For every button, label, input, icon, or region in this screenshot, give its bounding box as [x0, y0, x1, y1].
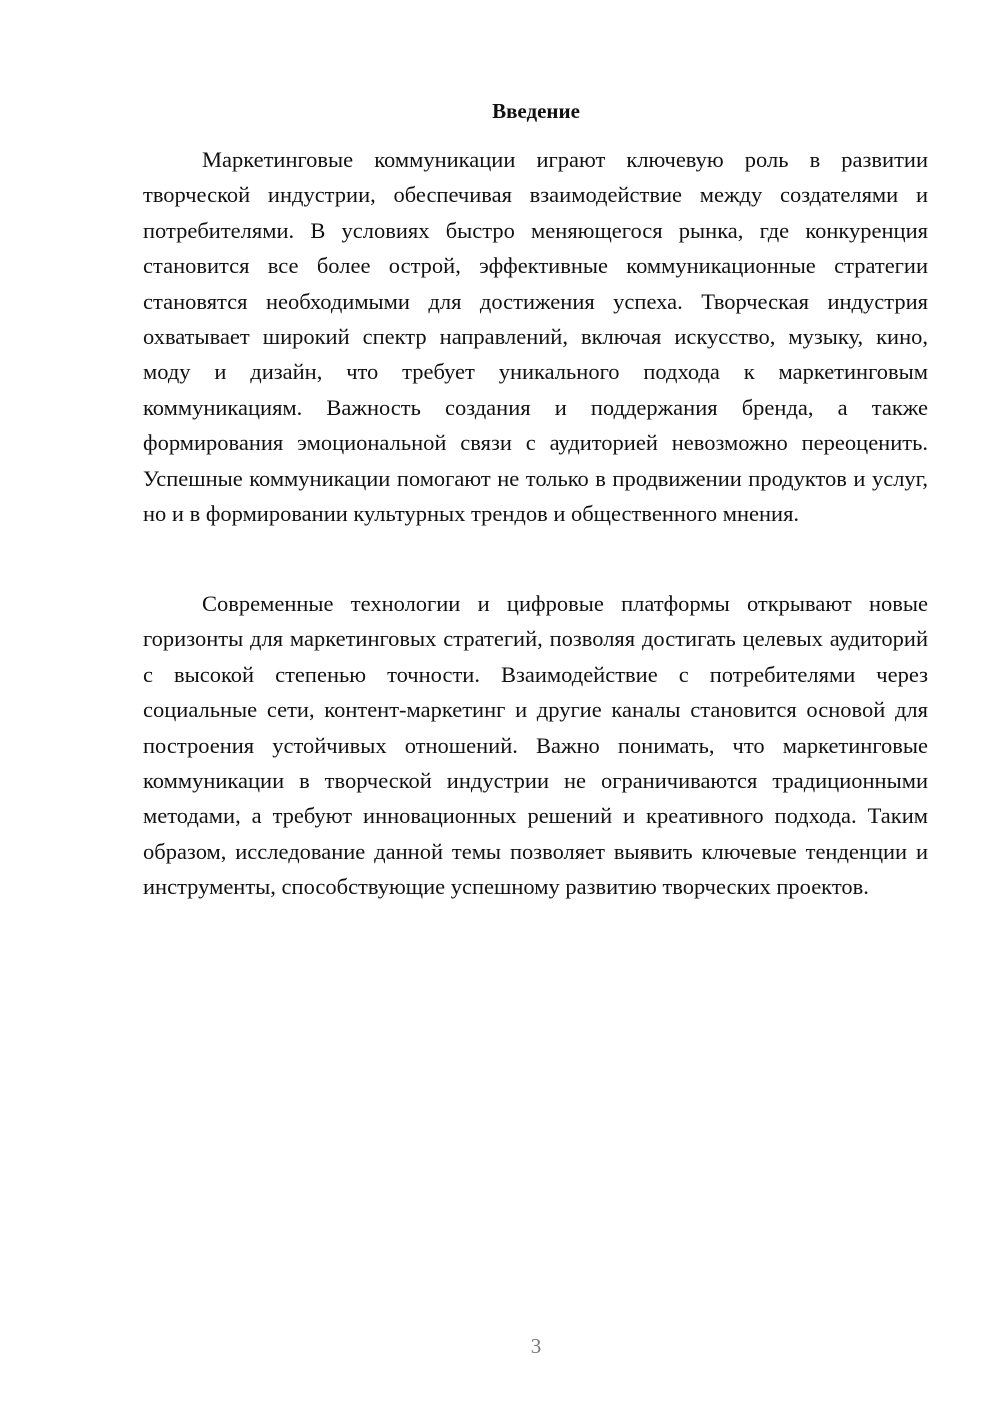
paragraph-1: Маркетинговые коммуникации играют ключевую роль в развитии творческой индустрии, обеспечивая взаимодействие между создателями и потребителями. В условиях быстро меняющегося рынка, где конкуренция становится все более острой, эффективные коммуникационные стратегии становятся необходимыми для достижения успеха. Творческая индустрия охватывает широкий спектр направлений, включая искусство, музыку, кино, моду и дизайн, что требует уникального подхода к маркетинговым коммуникациям. Важность создания и поддержания бренда, а также формирования эмоциональной связи с аудиторией невозможно переоценить. Успешные коммуникации помогают не только в продвижении продуктов и услуг, но и в формировании культурных трендов и общественного мнения. [143, 147, 928, 527]
section-title: Введение [492, 99, 580, 123]
paragraph-2: Современные технологии и цифровые платформы открывают новые горизонты для маркетинговых стратегий, позволяя достигать целевых аудиторий с высокой степенью точности. Взаимодействие с потребителями через социальные сети, контент-маркетинг и другие каналы становится основой для построения устойчивых отношений. Важно понимать, что маркетинговые коммуникации в творческой индустрии не ограничиваются традиционными методами, а требуют инновационных решений и креативного подхода. Таким образом, исследование данной темы позволяет выявить ключевые тенденции и инструменты, способствующие успешному развитию творческих проектов. [143, 591, 928, 900]
page-number: 3 [530, 1334, 542, 1358]
